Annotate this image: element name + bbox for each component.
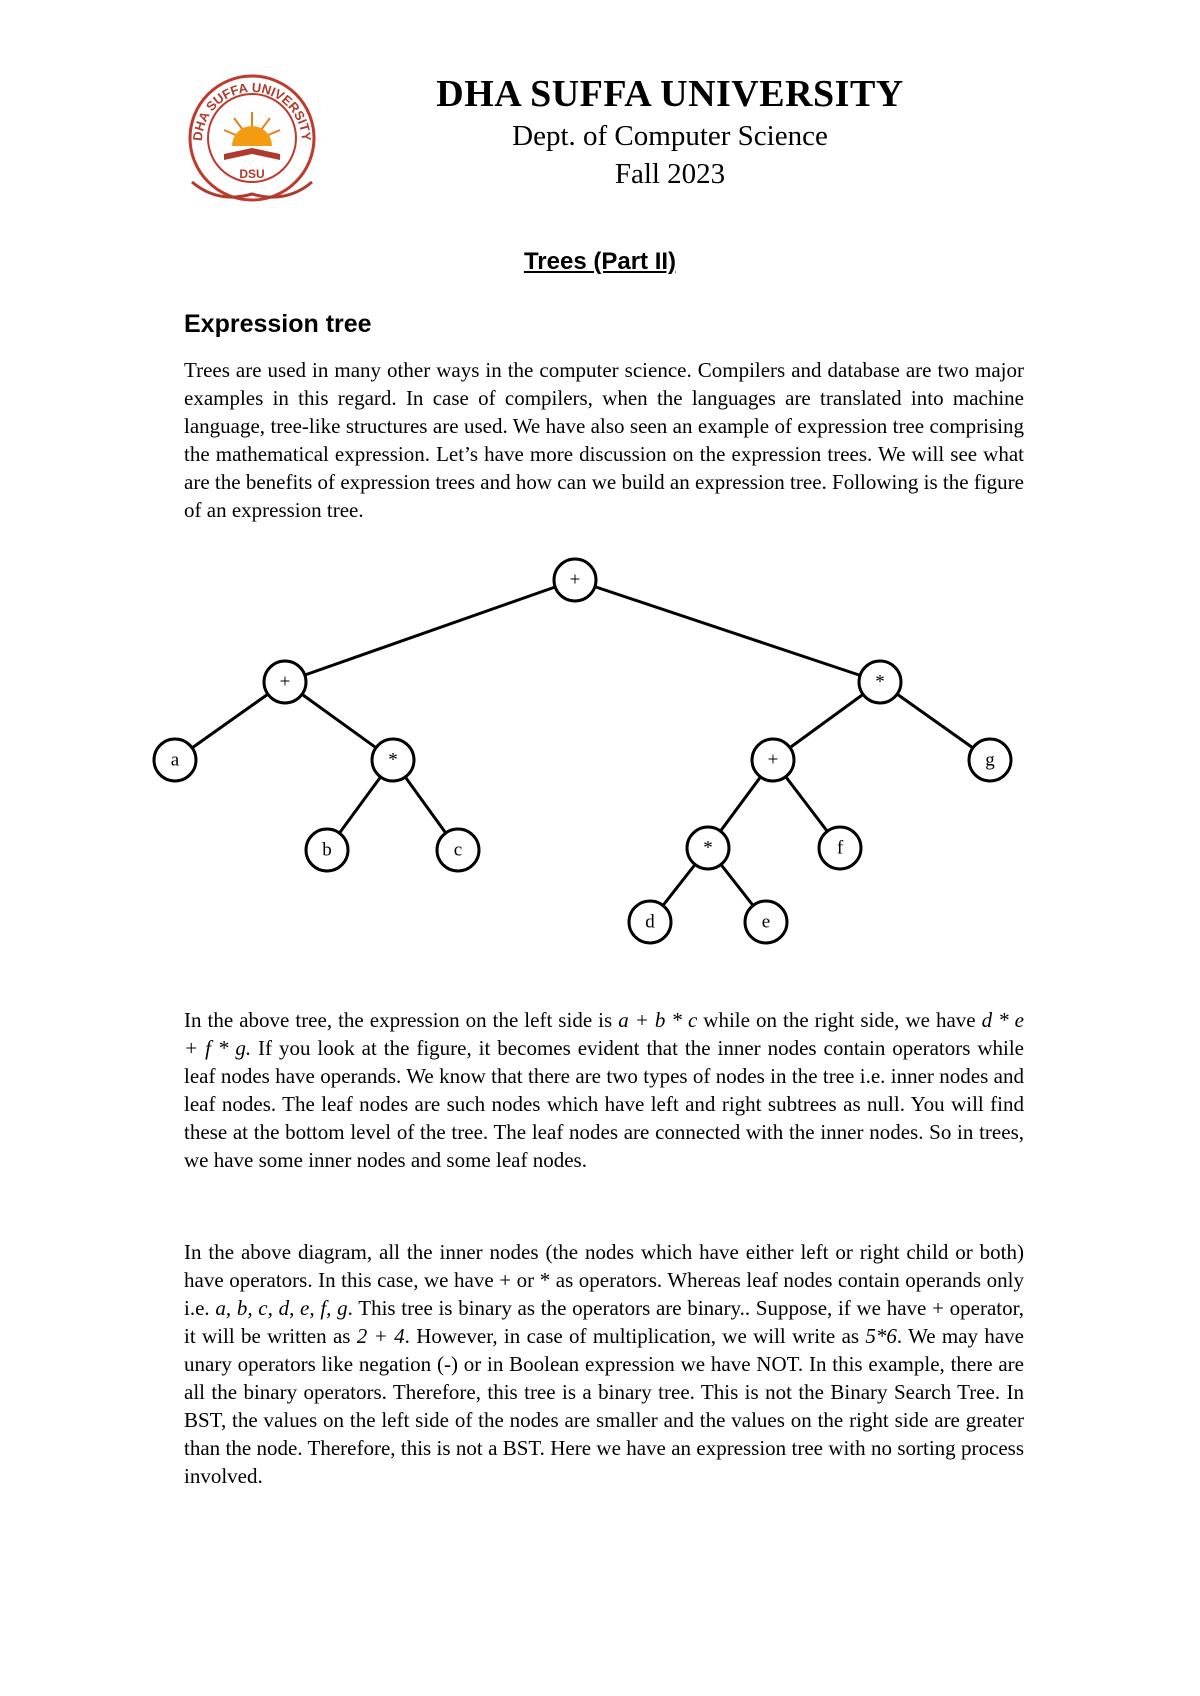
tree-node-low-star <box>687 827 729 869</box>
tree-node-left-plus <box>264 661 306 703</box>
tree-edges <box>175 580 990 922</box>
tree-node-d <box>629 901 671 943</box>
svg-text:+: + <box>569 569 581 591</box>
svg-text:a: a <box>170 749 180 771</box>
university-logo <box>178 64 326 212</box>
logo-text: DHA SUFFA UNIVERSITY <box>189 79 315 142</box>
svg-text:f: f <box>836 837 844 859</box>
svg-text:d: d <box>645 911 655 933</box>
tree-node-mid-star <box>372 739 414 781</box>
tree-node-f <box>819 827 861 869</box>
svg-text:+: + <box>767 749 779 771</box>
tree-node-c <box>437 829 479 871</box>
svg-text:+: + <box>279 671 291 693</box>
expression-right: d * e + f * g. <box>184 1008 1024 1060</box>
paragraph-tree-explanation: In the above tree, the expression on the left side is a + b * c while on the right side, we have d * e + f * g. If you look at the figure, it becomes evident that the inner nodes contain operators while leaf nodes have operands. We know that there are two types of nodes in the tree i.e. inner nodes and leaf nodes. The leaf nodes are such nodes which have left and right subtrees as null. You will find these at the bottom level of the tree. The leaf nodes are connected with the inner nodes. So in trees, we have some inner nodes and some leaf nodes. <box>184 1008 1024 1172</box>
svg-text:*: * <box>875 671 885 693</box>
svg-text:c: c <box>453 839 463 861</box>
university-name: DHA SUFFA UNIVERSITY <box>436 73 904 115</box>
expression-tree-diagram <box>0 540 1200 960</box>
example-multiplication: 5*6 <box>865 1324 897 1348</box>
example-addition: 2 + 4 <box>356 1324 405 1348</box>
operand-list: a, b, c, d, e, f, g <box>215 1296 348 1320</box>
section-heading: Expression tree <box>184 310 372 338</box>
department-name: Dept. of Computer Science <box>512 120 828 152</box>
tree-node-right-plus <box>752 739 794 781</box>
svg-text:*: * <box>703 837 713 859</box>
term-label: Fall 2023 <box>614 158 726 190</box>
expression-left: a + b * c <box>618 1008 698 1032</box>
logo-small-text: DSU <box>239 167 265 181</box>
tree-node-right-star <box>859 661 901 703</box>
tree-node-a <box>154 739 196 781</box>
tree-node-e <box>745 901 787 943</box>
document-title: Trees (Part II) <box>523 248 677 275</box>
svg-text:g: g <box>985 749 995 771</box>
svg-text:e: e <box>761 911 771 933</box>
paragraph-intro: Trees are used in many other ways in the computer science. Compilers and database are two major examples in this regard. In case of compilers, when the languages are translated into machine language, tree-like structures are used. We have also seen an example of expression tree comprising the mathematical expression. Let’s have more discussion on the expression trees. We will see what are the benefits of expression trees and how can we build an expression tree. Following is the figure of an expression tree. <box>184 358 1024 522</box>
paragraph-operators: In the above diagram, all the inner nodes (the nodes which have either left or right child or both) have operators. In this case, we have + or * as operators. Whereas leaf nodes contain operands only i.e. a, b, c, d, e, f, g. This tree is binary as the operators are binary.. Suppose, if we have + operator, it will be written as 2 + 4. However, in case of multiplication, we will write as 5*6. We may have unary operators like negation (-) or in Boolean expression we have NOT. In this example, there are all the binary operators. Therefore, this tree is a binary tree. This is not the Binary Search Tree. In BST, the values on the left side of the nodes are smaller and the values on the right side are greater than the node. Therefore, this is not a BST. Here we have an expression tree with no sorting process involved. <box>184 1240 1025 1488</box>
tree-node-root <box>554 559 596 601</box>
svg-text:b: b <box>322 839 332 861</box>
tree-node-b <box>306 829 348 871</box>
svg-text:*: * <box>388 749 398 771</box>
tree-node-g <box>969 739 1011 781</box>
